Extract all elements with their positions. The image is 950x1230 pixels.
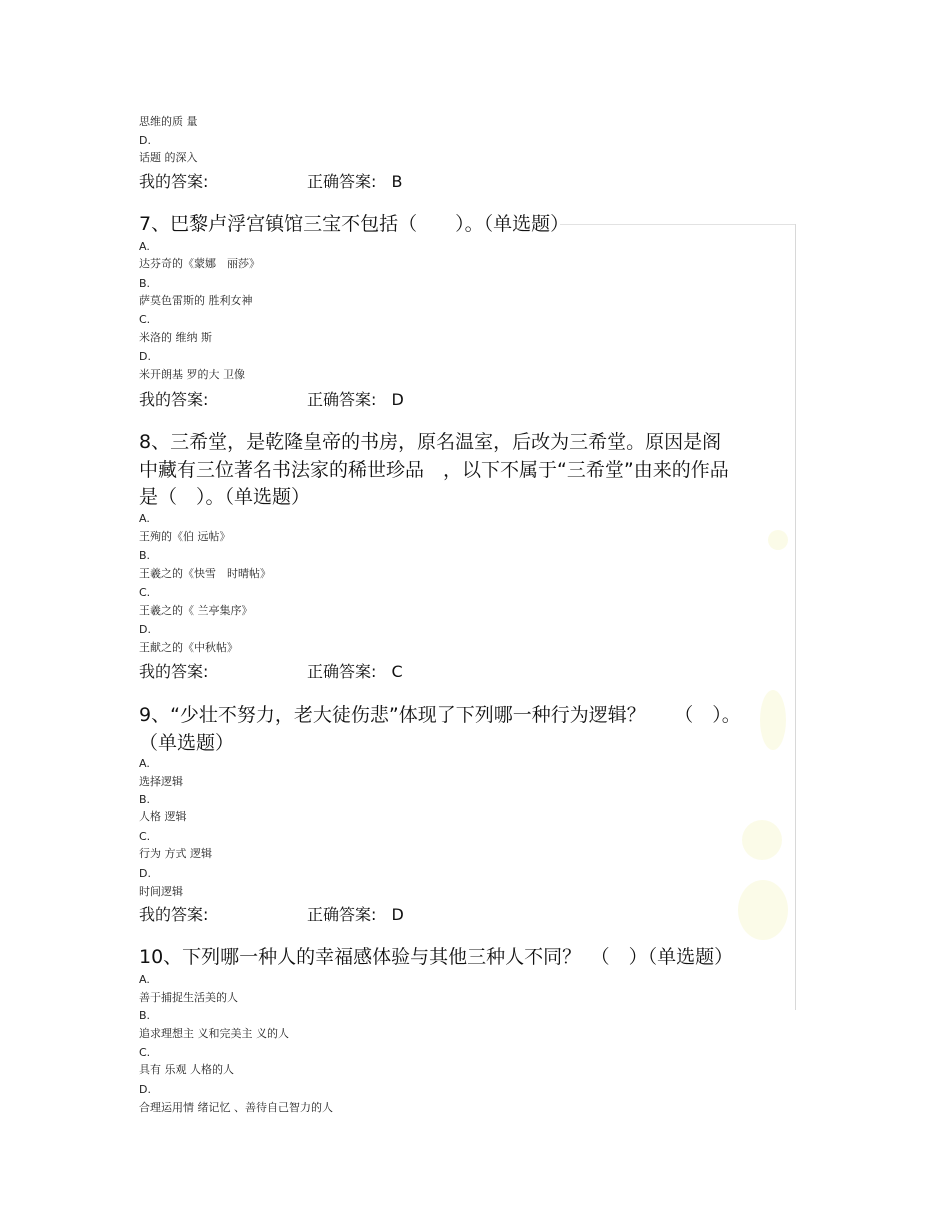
q7-option-d-text: 米开朗基 罗的大 卫像 bbox=[139, 368, 245, 381]
q8-title-line-1: 8、三希堂，是乾隆皇帝的书房，原名温室，后改为三希堂。原因是阁 bbox=[139, 431, 722, 453]
q7-option-b-text: 萨莫色雷斯的 胜利女神 bbox=[139, 294, 253, 307]
correct-answer bbox=[307, 390, 404, 410]
q9-answer-row bbox=[139, 905, 404, 925]
scan-smudge bbox=[742, 820, 782, 860]
q7-answer-row bbox=[139, 390, 404, 410]
q8-option-b-letter: B. bbox=[139, 549, 151, 562]
q10-option-c-text: 具有 乐观 人格的人 bbox=[139, 1063, 234, 1076]
my-answer-label: 我的答案: bbox=[139, 905, 209, 924]
my-answer-label: 我的答案: bbox=[139, 390, 209, 409]
correct-answer bbox=[307, 905, 404, 925]
q9-title-line-1: 9、“少壮不努力，老大徒伤悲”体现了下列哪一种行为逻辑？ （ ）。 bbox=[139, 704, 741, 726]
q7-option-b-letter: B. bbox=[139, 277, 151, 290]
q7-title: 7、巴黎卢浮宫镇馆三宝不包括（ ）。（单选题） bbox=[139, 213, 570, 235]
correct-answer bbox=[307, 172, 402, 192]
q7-option-d-letter: D. bbox=[139, 350, 151, 363]
q8-option-a-text: 王殉的《伯 远帖》 bbox=[139, 530, 231, 543]
q8-answer-row bbox=[139, 662, 403, 682]
q8-option-c-text: 王羲之的《 兰亭集序》 bbox=[139, 604, 253, 617]
scan-smudge bbox=[760, 690, 786, 750]
q9-option-d-letter: D. bbox=[139, 867, 151, 880]
page-frame-top-line bbox=[560, 224, 796, 225]
correct-answer-value: D bbox=[391, 905, 404, 924]
scan-smudge bbox=[768, 530, 788, 550]
q10-title: 10、下列哪一种人的幸福感体验与其他三种人不同？ （ ）（单选题） bbox=[139, 946, 734, 968]
q7-option-c-text: 米洛的 维纳 斯 bbox=[139, 331, 212, 344]
q8-option-d-letter: D. bbox=[139, 623, 151, 636]
q10-option-a-letter: A. bbox=[139, 973, 150, 986]
q6-option-d-letter: D. bbox=[139, 134, 151, 147]
q10-option-d-letter: D. bbox=[139, 1083, 151, 1096]
q10-option-b-letter: B. bbox=[139, 1009, 151, 1022]
correct-answer-value: C bbox=[391, 662, 403, 681]
correct-answer bbox=[307, 662, 403, 682]
q8-option-a-letter: A. bbox=[139, 512, 150, 525]
correct-answer-label: 正确答案: bbox=[307, 905, 377, 924]
q8-title-line-2: 中藏有三位著名书法家的稀世珍品 ，以下不属于“三希堂”由来的作品 bbox=[139, 459, 729, 481]
q9-option-b-text: 人格 逻辑 bbox=[139, 810, 187, 823]
q6-answer-row bbox=[139, 172, 403, 192]
correct-answer-label: 正确答案: bbox=[307, 172, 377, 191]
q9-option-c-text: 行为 方式 逻辑 bbox=[139, 847, 212, 860]
q10-option-d-text: 合理运用情 绪记忆 、善待自己智力的人 bbox=[139, 1101, 333, 1114]
page-frame-right-line bbox=[795, 224, 796, 1010]
q8-option-d-text: 王献之的《中秋帖》 bbox=[139, 641, 238, 654]
correct-answer-label: 正确答案: bbox=[307, 662, 377, 681]
correct-answer-value: B bbox=[391, 172, 403, 191]
q6-option-d-text: 话题 的深入 bbox=[139, 151, 198, 164]
q9-title-line-2: （单选题） bbox=[139, 732, 235, 754]
my-answer-label: 我的答案: bbox=[139, 172, 209, 191]
correct-answer-value: D bbox=[391, 390, 404, 409]
q7-option-a-letter: A. bbox=[139, 240, 150, 253]
q9-option-d-text: 时间逻辑 bbox=[139, 885, 183, 898]
q7-option-c-letter: C. bbox=[139, 313, 151, 326]
q10-option-c-letter: C. bbox=[139, 1046, 151, 1059]
q10-option-b-text: 追求理想主 义和完美主 义的人 bbox=[139, 1027, 289, 1040]
q8-title-line-3: 是（ ）。（单选题） bbox=[139, 486, 311, 508]
q9-option-a-letter: A. bbox=[139, 757, 150, 770]
correct-answer-label: 正确答案: bbox=[307, 390, 377, 409]
my-answer-label: 我的答案: bbox=[139, 662, 209, 681]
scan-smudge bbox=[738, 880, 788, 940]
q8-option-b-text: 王羲之的《快雪 时晴帖》 bbox=[139, 567, 271, 580]
q7-option-a-text: 达芬奇的《蒙娜 丽莎》 bbox=[139, 257, 260, 270]
q6-option-c-text: 思维的质 量 bbox=[139, 115, 198, 128]
q8-option-c-letter: C. bbox=[139, 586, 151, 599]
q9-option-c-letter: C. bbox=[139, 830, 151, 843]
q9-option-b-letter: B. bbox=[139, 793, 151, 806]
q9-option-a-text: 选择逻辑 bbox=[139, 775, 183, 788]
q10-option-a-text: 善于捕捉生活美的人 bbox=[139, 991, 238, 1004]
